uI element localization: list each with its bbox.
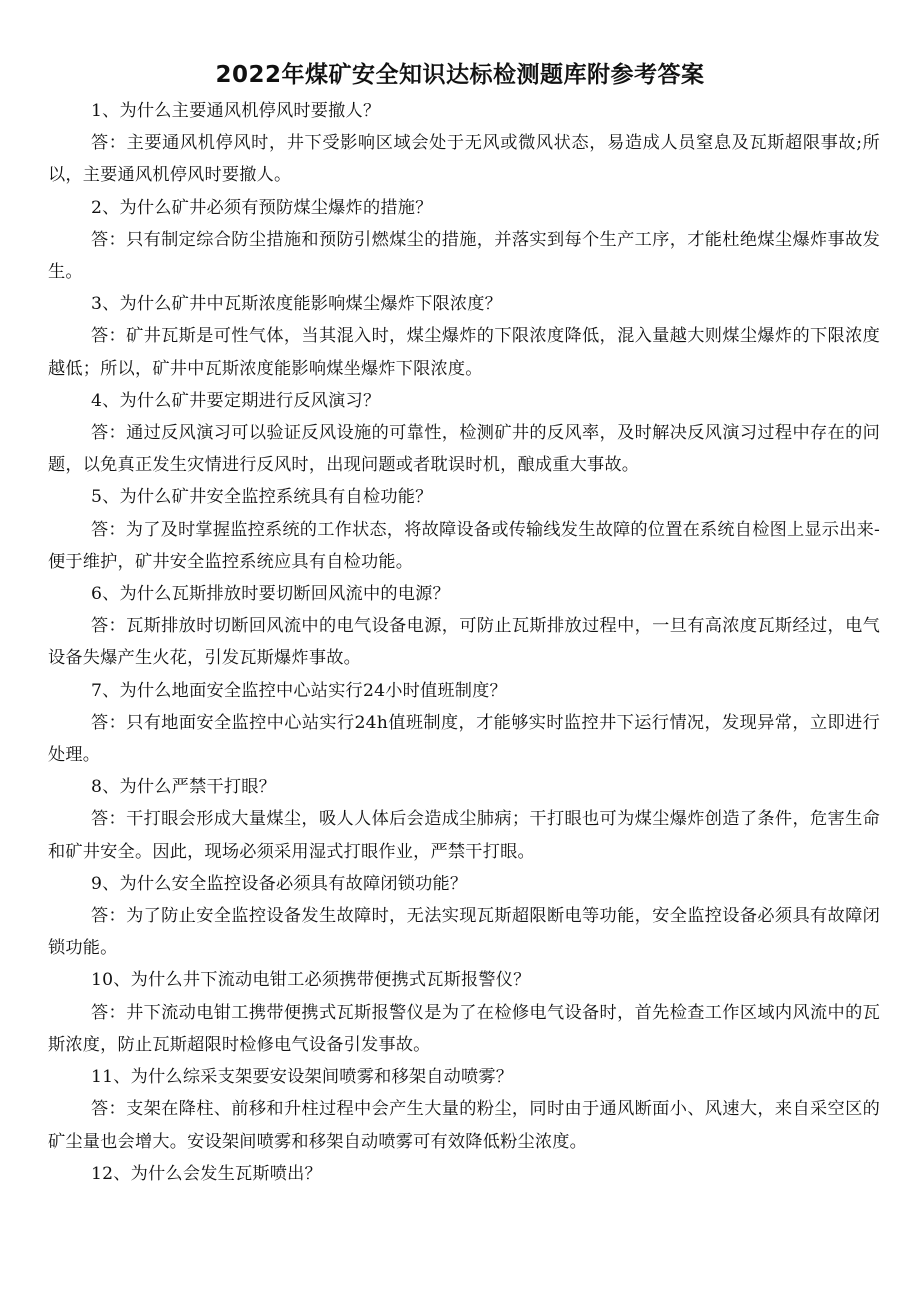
qa-item-1 [48, 95, 880, 192]
answer-text: 答：井下流动电钳工携带便携式瓦斯报警仪是为了在检修电气设备时，首先检查工作区域内风流中的瓦斯浓度，防止瓦斯超限时检修电气设备引发事故。 [48, 1002, 880, 1055]
answer-text: 答：矿井瓦斯是可性气体，当其混入时，煤尘爆炸的下限浓度降低，混入量越大则煤尘爆炸的下限浓度越低；所以，矿井中瓦斯浓度能影响煤坐爆炸下限浓度。 [48, 326, 880, 379]
answer-text: 答：干打眼会形成大量煤尘，吸人人体后会造成尘肺病；干打眼也可为煤尘爆炸创造了条件，危害生命和矿井安全。因此，现场必须采用湿式打眼作业，严禁干打眼。 [48, 809, 880, 862]
question-text: 2、为什么矿井必须有预防煤尘爆炸的措施？ [91, 197, 433, 218]
qa-list [48, 95, 880, 1190]
answer-text: 答：只有制定综合防尘措施和预防引燃煤尘的措施，并落实到每个生产工序，才能杜绝煤尘爆炸事故发生。 [48, 229, 880, 283]
answer-text: 答：为了及时掌握监控系统的工作状态，将故障设备或传输线发生故障的位置在系统自检图上显示出来-便于维护，矿井安全监控系统应具有自检功能。 [48, 519, 880, 572]
qa-item-2 [48, 192, 880, 289]
qa-item-4 [48, 385, 880, 482]
answer-text: 答：支架在降柱、前移和升柱过程中会产生大量的粉尘，同时由于通风断面小、风速大，来自采空区的矿尘量也会增大。安设架间喷雾和移架自动喷雾可有效降低粉尘浓度。 [48, 1099, 880, 1152]
answer-text: 答：主要通风机停风时，井下受影响区域会处于无风或微风状态，易造成人员窒息及瓦斯超限事故;所以，主要通风机停风时要撤人。 [48, 133, 880, 186]
question-text: 1、为什么主要通风机停风时要撤人？ [91, 101, 381, 121]
question-text: 10、为什么井下流动电钳工必须携带便携式瓦斯报警仪？ [91, 970, 531, 991]
question-text: 6、为什么瓦斯排放时要切断回风流中的电源？ [91, 584, 450, 605]
question-text: 9、为什么安全监控设备必须具有故障闭锁功能？ [91, 873, 468, 894]
qa-item-10 [48, 964, 880, 1061]
qa-item-11 [48, 1061, 880, 1158]
qa-item-8 [48, 771, 880, 868]
answer-text: 答：为了防止安全监控设备发生故障时，无法实现瓦斯超限断电等功能，安全监控设备必须具有故障闭锁功能。 [48, 906, 880, 959]
qa-item-7 [48, 675, 880, 772]
answer-text: 答：通过反风演习可以验证反风设施的可靠性，检测矿井的反风率，及时解决反风演习过程中存在的问题，以免真正发生灾情进行反风时，出现问题或者耽误时机，酿成重大事故。 [48, 423, 880, 476]
qa-item-3 [48, 288, 880, 385]
question-text: 7、为什么地面安全监控中心站实行24小时值班制度？ [91, 680, 507, 701]
qa-item-5 [48, 481, 880, 578]
question-text: 5、为什么矿井安全监控系统具有自检功能？ [91, 487, 433, 508]
document-title: 2022年煤矿安全知识达标检测题库附参考答案 [215, 62, 705, 88]
question-text: 4、为什么矿井要定期进行反风演习？ [91, 390, 381, 411]
qa-item-6 [48, 578, 880, 675]
question-text: 12、为什么会发生瓦斯喷出？ [91, 1163, 322, 1184]
question-text: 8、为什么严禁干打眼？ [91, 777, 277, 798]
answer-text: 答：只有地面安全监控中心站实行24h值班制度，才能够实时监控井下运行情况，发现异常，立即进行处理。 [48, 712, 880, 766]
question-text: 3、为什么矿井中瓦斯浓度能影响煤尘爆炸下限浓度？ [91, 294, 503, 315]
qa-item-9 [48, 868, 880, 965]
answer-text: 答：瓦斯排放时切断回风流中的电气设备电源，可防止瓦斯排放过程中，一旦有高浓度瓦斯经过，电气设备失爆产生火花，引发瓦斯爆炸事故。 [48, 616, 880, 669]
question-text: 11、为什么综采支架要安设架间喷雾和移架自动喷雾？ [91, 1067, 514, 1088]
qa-item-12 [48, 1158, 880, 1190]
